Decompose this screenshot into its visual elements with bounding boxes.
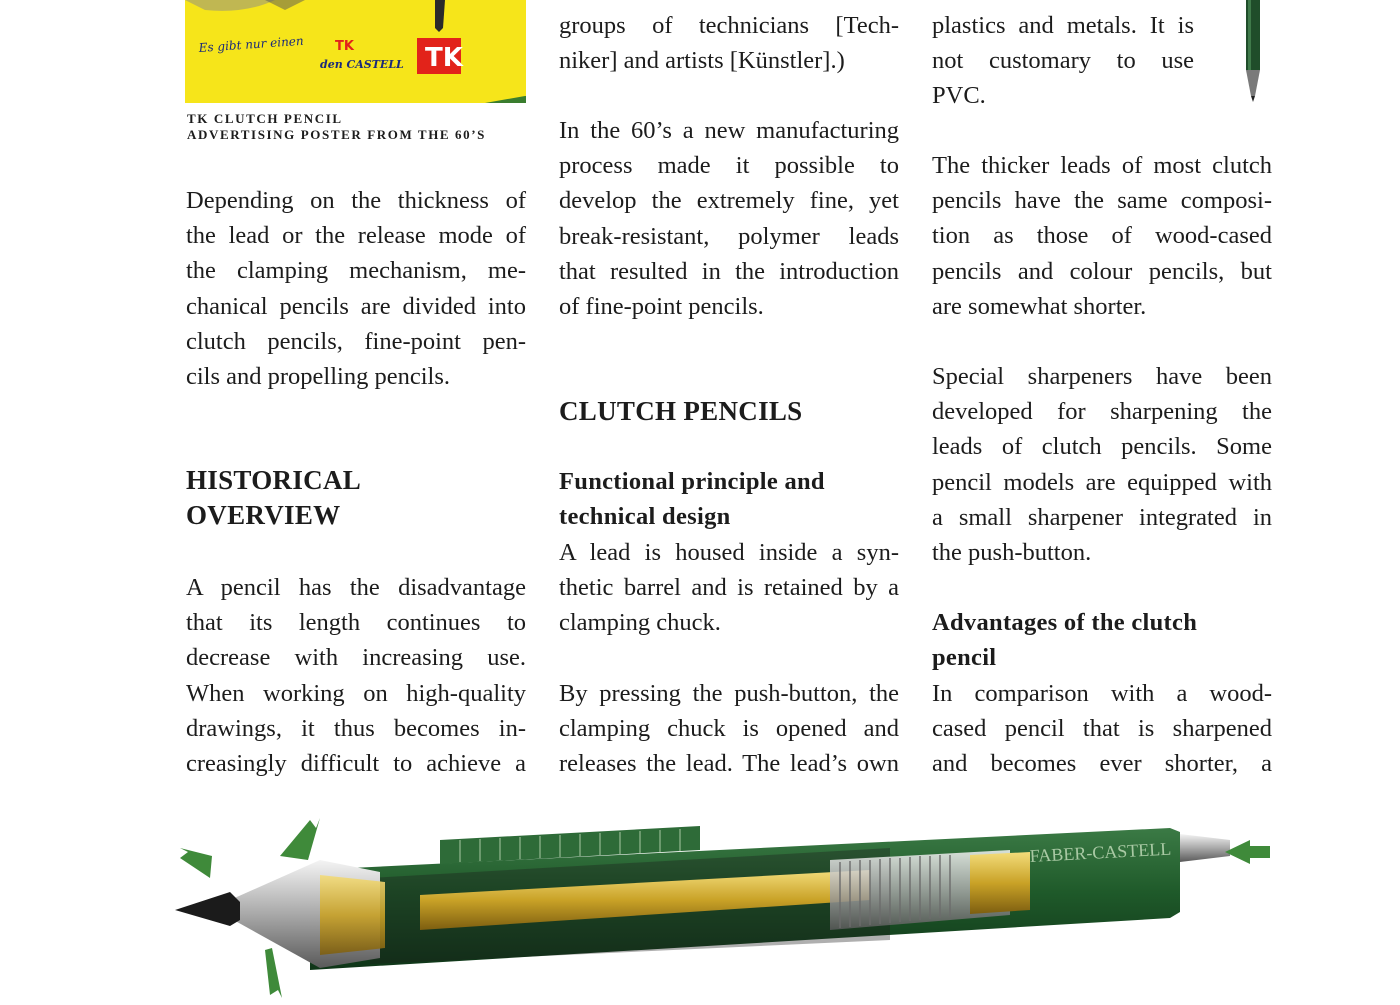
col2-paragraph-3: [559, 535, 899, 641]
subheading-line: pencil: [932, 644, 997, 672]
column-3-para-4: [932, 676, 1272, 782]
text-line: clamping chuck.: [559, 609, 721, 637]
col3-paragraph-4: [932, 676, 1272, 782]
column-2-para-2: [559, 113, 899, 324]
functional-principle-subheading: [559, 464, 899, 534]
col2-paragraph-1: [559, 8, 899, 78]
column-3-para-3: [932, 359, 1272, 570]
col3-paragraph-2: [932, 148, 1272, 324]
text-line: groups of technicians [Tech-: [559, 12, 899, 39]
pencil-tip-image: [1236, 0, 1276, 104]
column-3-para-2: [932, 148, 1272, 324]
column-2-para-3: [559, 535, 899, 641]
column-1: [186, 183, 526, 394]
text-line: the push-button.: [932, 539, 1092, 567]
col1-paragraph-2: [186, 570, 526, 781]
poster-script-text: Es gibt nur einen: [198, 33, 305, 55]
col2-paragraph-4: [559, 676, 899, 782]
text-line: In the 60’s a new manufacturing: [559, 117, 899, 144]
text-line: that its length continues to: [186, 609, 526, 637]
text-line: Special sharpeners have been: [932, 363, 1272, 390]
subheading-line: Advantages of the clutch: [932, 609, 1198, 636]
text-line: the clamping mechanism, me-: [186, 257, 526, 285]
text-line: and becomes ever shorter, a: [932, 750, 1272, 778]
figure-caption: [187, 111, 486, 143]
text-line: releases the lead. The lead’s own: [559, 750, 899, 778]
text-line: leads of clutch pencils. Some: [932, 433, 1272, 461]
col3-paragraph-1: [932, 8, 1194, 114]
text-line: When working on high-quality: [186, 679, 526, 707]
text-line: thetic barrel and is retained by a: [559, 574, 899, 602]
text-line: process made it possible to: [559, 152, 899, 180]
poster-logo: TK: [425, 43, 463, 73]
text-line: A pencil has the disadvantage: [186, 574, 526, 601]
svg-text:TK: TK: [335, 39, 354, 54]
svg-text:den CASTELL: den CASTELL: [320, 58, 404, 71]
text-line: of fine-point pencils.: [559, 293, 764, 321]
text-line: that resulted in the introduction: [559, 257, 899, 285]
clutch-pencils-heading: [559, 394, 899, 429]
section-heading: CLUTCH PENCILS: [559, 396, 803, 426]
text-line: The thicker leads of most clutch: [932, 152, 1272, 179]
column-2: [559, 8, 899, 78]
text-line: pencils have the same composi-: [932, 187, 1272, 215]
caption-line-2: ADVERTISING POSTER FROM THE 60’S: [187, 127, 486, 142]
text-line: chanical pencils are divided into: [186, 292, 526, 320]
text-line: the lead or the release mode of: [186, 222, 526, 250]
text-line: cils and propelling pencils.: [186, 363, 450, 391]
advantages-subheading: [932, 605, 1272, 675]
text-line: A lead is housed inside a syn-: [559, 539, 899, 566]
text-line: drawings, it thus becomes in-: [186, 714, 526, 742]
historical-overview-heading: [186, 463, 526, 533]
col1-paragraph-1: [186, 183, 526, 394]
subheading-line: Functional principle and: [559, 468, 825, 495]
text-line: PVC.: [932, 82, 986, 110]
text-line: creasingly difficult to achieve a: [186, 750, 526, 778]
text-line: niker] and artists [Künstler].): [559, 47, 845, 75]
column-2-para-4: [559, 676, 899, 782]
text-line: pencil models are equipped with: [932, 468, 1272, 496]
text-line: By pressing the push-button, the: [559, 680, 899, 707]
col3-paragraph-3: [932, 359, 1272, 570]
text-line: plastics and metals. It is: [932, 12, 1194, 39]
text-line: tion as those of wood-cased: [932, 222, 1272, 250]
column-3: [932, 8, 1194, 114]
text-line: developed for sharpening the: [932, 398, 1272, 426]
heading-line: OVERVIEW: [186, 500, 341, 530]
heading-line: HISTORICAL: [186, 465, 362, 495]
text-line: clutch pencils, fine-point pen-: [186, 327, 526, 355]
caption-line-1: TK CLUTCH PENCIL: [187, 111, 343, 126]
clutch-pencil-cutaway-image: [170, 800, 1280, 1000]
text-line: clamping chuck is opened and: [559, 715, 899, 743]
text-line: cased pencil that is sharpened: [932, 715, 1272, 743]
text-line: a small sharpener integrated in: [932, 503, 1272, 531]
pencil-brand: FABER-CASTELL: [1029, 838, 1172, 866]
subheading-line: technical design: [559, 503, 731, 531]
text-line: not customary to use: [932, 47, 1194, 75]
text-line: In comparison with a wood-: [932, 680, 1272, 707]
text-line: break-resistant, polymer leads: [559, 222, 899, 250]
col2-paragraph-2: [559, 113, 899, 324]
text-line: Depending on the thickness of: [186, 187, 526, 214]
advertising-poster-image: [185, 0, 526, 103]
text-line: are somewhat shorter.: [932, 292, 1147, 320]
column-1-lower: [186, 570, 526, 781]
text-line: decrease with increasing use.: [186, 644, 526, 672]
text-line: pencils and colour pencils, but: [932, 257, 1272, 285]
text-line: develop the extremely fine, yet: [559, 187, 899, 215]
